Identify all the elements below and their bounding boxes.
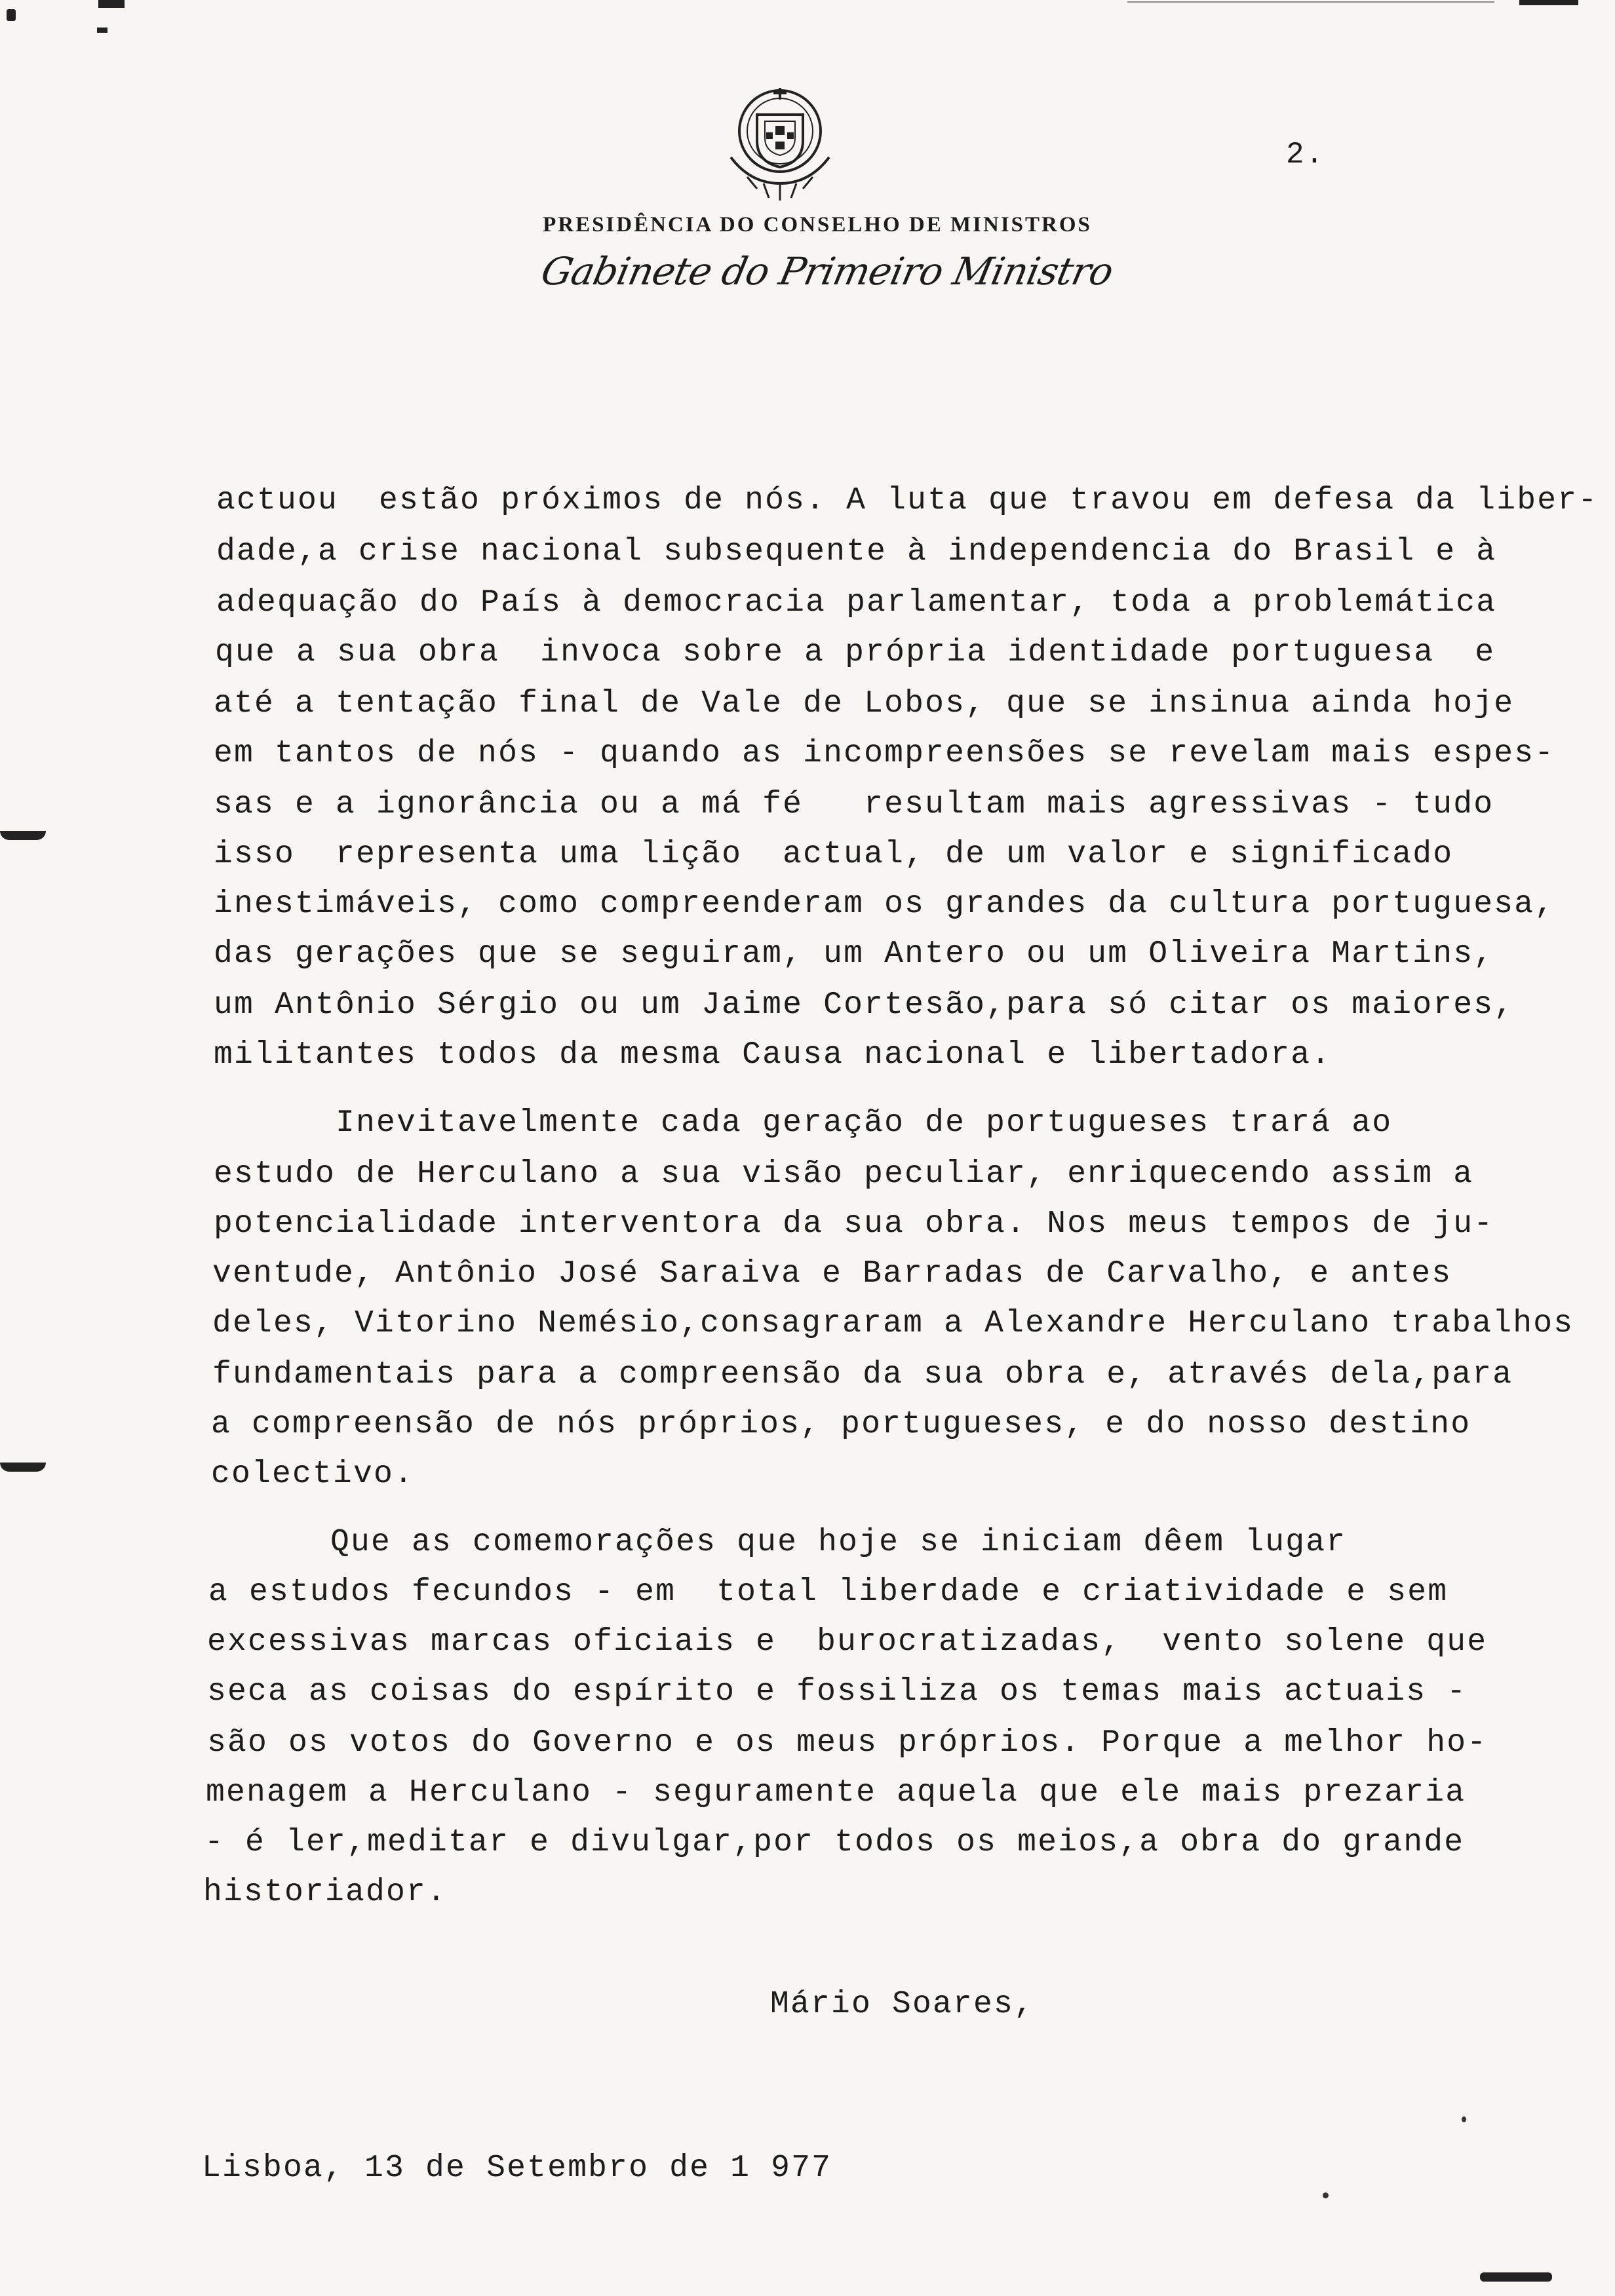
body-line: menagem a Herculano - seguramente aquela que ele mais prezaria bbox=[206, 1775, 1466, 1810]
body-line: Que as comemorações que hoje se iniciam dêem lugar bbox=[208, 1525, 1347, 1560]
organization-name: PRESIDÊNCIA DO CONSELHO DE MINISTROS bbox=[543, 213, 1092, 237]
scan-mark-top-left-2 bbox=[98, 0, 125, 8]
body-line: potencialidade interventora da sua obra. Nos meus tempos de ju- bbox=[214, 1206, 1494, 1242]
body-line: até a tentação final de Vale de Lobos, que se insinua ainda hoje bbox=[214, 686, 1515, 721]
body-line: historiador. bbox=[203, 1875, 448, 1910]
portuguese-coat-of-arms-icon bbox=[718, 79, 842, 203]
signature-name: Mário Soares, bbox=[770, 1987, 1035, 2022]
body-line: um Antônio Sérgio ou um Jaime Cortesão,para só citar os maiores, bbox=[214, 987, 1515, 1023]
place-and-date: Lisboa, 13 de Setembro de 1 977 bbox=[202, 2151, 832, 2186]
body-line: são os votos do Governo e os meus próprios. Porque a melhor ho- bbox=[207, 1725, 1488, 1761]
scan-mark-top-right bbox=[1519, 0, 1578, 5]
body-line: - é ler,meditar e divulgar,por todos os meios,a obra do grande bbox=[204, 1825, 1465, 1860]
body-line: dade,a crise nacional subsequente à independencia do Brasil e à bbox=[216, 534, 1497, 569]
body-line: ventude, Antônio José Saraiva e Barradas de Carvalho, e antes bbox=[212, 1256, 1452, 1292]
body-line: Inevitavelmente cada geração de portugueses trará ao bbox=[214, 1105, 1393, 1141]
punch-mark-left-1 bbox=[0, 831, 46, 840]
body-line: seca as coisas do espírito e fossiliza os temas mais actuais - bbox=[207, 1674, 1468, 1710]
speck bbox=[1323, 2192, 1329, 2198]
body-line: deles, Vitorino Nemésio,consagraram a Alexandre Herculano trabalhos bbox=[212, 1306, 1574, 1341]
body-line: sas e a ignorância ou a má fé resultam mais agressivas - tudo bbox=[214, 787, 1494, 822]
scan-line-top bbox=[1127, 1, 1494, 3]
body-line: militantes todos da mesma Causa nacional e libertadora. bbox=[214, 1037, 1332, 1073]
scan-mark-top-left bbox=[7, 9, 16, 21]
body-line: adequação do País à democracia parlamentar, toda a problemática bbox=[216, 585, 1497, 621]
body-line: das gerações que se seguiram, um Antero ou um Oliveira Martins, bbox=[214, 936, 1494, 972]
office-name: Gabinete do Primeiro Ministro bbox=[537, 249, 1118, 294]
body-line: excessivas marcas oficiais e burocratizadas, vento solene que bbox=[207, 1624, 1488, 1660]
scan-mark-bottom-right bbox=[1480, 2272, 1552, 2282]
body-line: actuou estão próximos de nós. A luta que travou em defesa da liber- bbox=[216, 483, 1599, 518]
body-line: isso representa uma lição actual, de um valor e significado bbox=[214, 837, 1454, 872]
body-line: colectivo. bbox=[211, 1457, 415, 1492]
scan-mark-top-left-3 bbox=[97, 28, 107, 33]
page-number: 2. bbox=[1286, 138, 1325, 172]
body-line: que a sua obra invoca sobre a própria identidade portuguesa e bbox=[215, 635, 1496, 670]
punch-mark-left-2 bbox=[0, 1463, 46, 1472]
body-line: inestimáveis, como compreenderam os grandes da cultura portuguesa, bbox=[214, 887, 1555, 922]
body-line: fundamentais para a compreensão da sua obra e, através dela,para bbox=[212, 1357, 1513, 1392]
body-line: em tantos de nós - quando as incompreensões se revelam mais espes- bbox=[214, 736, 1555, 771]
speck bbox=[1462, 2116, 1466, 2122]
body-line: a compreensão de nós próprios, portugueses, e do nosso destino bbox=[211, 1407, 1471, 1442]
body-line: a estudos fecundos - em total liberdade e criatividade e sem bbox=[208, 1575, 1449, 1610]
body-line: estudo de Herculano a sua visão peculiar, enriquecendo assim a bbox=[214, 1157, 1474, 1192]
